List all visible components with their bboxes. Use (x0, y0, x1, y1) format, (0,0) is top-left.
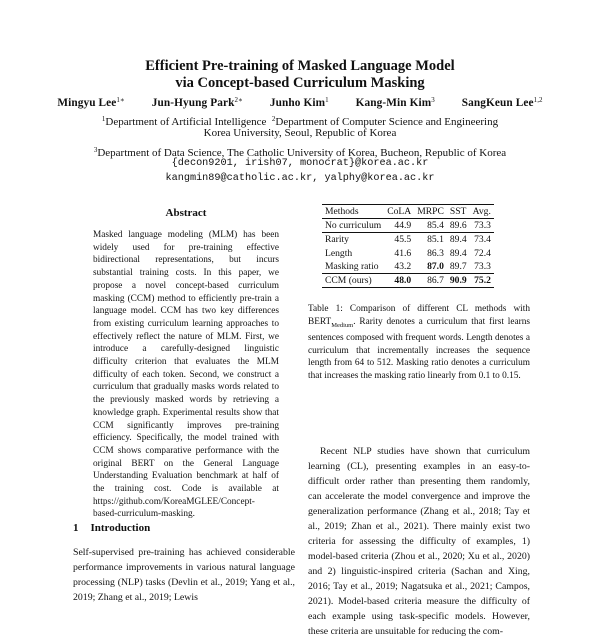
table-cell: 44.9 (394, 220, 412, 232)
table-row (322, 273, 494, 287)
table-header-cell: Methods (322, 205, 384, 219)
author: SangKeun Lee$^{1,2}$ (461, 96, 543, 109)
author: Jun-Hyung Park$^{2∗}$ (151, 96, 243, 109)
table-cell: 89.4 (447, 233, 470, 247)
table-cell: 89.6 (449, 220, 467, 232)
table-cell: 48.0 (384, 273, 414, 287)
author: Kang-Min Kim$^3$ (355, 96, 435, 109)
table-row (322, 233, 494, 247)
table-cell: 73.3 (474, 220, 491, 232)
email-line-1: {decon9201, irish07, monocrat}@korea.ac.kr (171, 158, 429, 169)
table-cell: 86.3 (427, 247, 444, 259)
table-cell: 85.4 (427, 220, 444, 232)
table-cell: CCM (ours) (322, 273, 384, 287)
table-header-row (322, 205, 494, 219)
table-cell: 73.3 (474, 260, 491, 272)
table-cell: Length (325, 247, 353, 259)
affiliation-line-3: $^3$Department of Data Science, The Catholic University of Korea, Bucheon, Republic of Korea (93, 146, 507, 159)
table-cell: 72.4 (474, 247, 491, 259)
table-header-cell: SST (447, 205, 470, 219)
email-line-2: kangmin89@catholic.ac.kr, yalphy@korea.ac.kr (165, 173, 435, 184)
table-cell: 43.2 (394, 260, 412, 272)
table-cell: Masking ratio (325, 260, 379, 272)
title-line-2: via Concept-based Curriculum Masking (175, 75, 425, 91)
table-row (322, 247, 494, 260)
section-heading-introduction: 1 Introduction (73, 522, 151, 534)
table-row (322, 260, 494, 274)
table-header-cell: CoLA (384, 205, 414, 219)
abstract-heading: Abstract (165, 207, 207, 219)
table-cell: Rarity (322, 233, 384, 247)
author: Junho Kim$^1$ (269, 96, 329, 109)
intro-text-left: Self-supervised pre-training has achieved considerable performance improvements in various natural language processing (NLP) tasks (Devlin et al., 2019; Yang et al., 2019; Zhang et al., 2019; Lewis (73, 547, 295, 603)
table-cell: 89.4 (449, 247, 467, 259)
table-cell: 86.7 (414, 273, 447, 287)
author: Mingyu Lee$^{1∗}$ (57, 96, 125, 109)
intro-text-right: Recent NLP studies have shown that curriculum learning (CL), presenting examples in an easy-to-difficult order rather than presenting them randomly, can accelerate the model convergence and improve the generalization performance (Zhang et al., 2018; Tay et al., 2019; Zhan et al., 2021). There mainly exist two criteria for assessing the difficulty of examples, 1) model-based criteria (Zhou et al., 2020; Xu et al., 2020) and 2) linguistic-inspired criteria (Sachan and Xing, 2016; Tay et al., 2019; Nagatsuka et al., 2021; Campos, 2021). Model-based criteria measure the difficulty of each example using task-specific models. However, these criteria are unsuitable for reducing the com- (308, 446, 530, 637)
table-cell: 41.6 (394, 247, 412, 259)
table-cell: 85.1 (414, 233, 447, 247)
abstract-text: Masked language modeling (MLM) has been widely used for pre-training effective bidirectional representations, but incurs substantial training costs. In this paper, we propose a novel concept-based curriculum masking (CCM) method to efficiently pre-train a language model. CCM has two key differences from existing curriculum learning approaches to effectively reflect the nature of MLM. First, we introduce a carefully-designed linguistic difficulty criterion that evaluates the MLM difficulty of each token. Second, we construct a curriculum that gradually masks words related to the previously masked words by retrieving a knowledge graph. Experimental results show that CCM significantly improves pre-training efficiency. Specifically, the model trained with CCM shows comparative performance with the original BERT on the General Language Understanding Evaluation benchmark at half of the training cost. Code is available at https://github.com/KoreaMGLEE/Concept-based-curriculum-masking. (93, 230, 279, 520)
table-row (322, 219, 494, 233)
table-cell: 87.0 (427, 260, 444, 272)
table-cell: 90.9 (447, 273, 470, 287)
table-cell: No curriculum (325, 220, 382, 232)
affiliation-line-1: $^1$Department of Artificial Intelligence $^2$Department of Computer Science and Engineering (101, 115, 499, 128)
table-header-cell: Avg. (470, 205, 494, 219)
title-line-1: Efficient Pre-training of Masked Language Model (145, 58, 455, 74)
table-caption: Table 1: Comparison of different CL methods with $BERT_{Medium}$. Rarity denotes a curriculum that first learns sentences composed with frequent words. Length denotes a curriculum that incrementally increases the sequence length from 64 to 512. Masking ratio denotes a curriculum that increases the masking ratio linearly from 0.1 to 0.15. (308, 304, 530, 381)
table-cell: 45.5 (384, 233, 414, 247)
paper-title (0, 58, 600, 92)
table-cell: 73.4 (470, 233, 494, 247)
author-list (0, 96, 600, 109)
table-header-cell: MRPC (414, 205, 447, 219)
results-table (322, 204, 494, 288)
affiliation-line-2: Korea University, Seoul, Republic of Korea (203, 127, 397, 139)
table-cell: 75.2 (470, 273, 494, 287)
table-cell: 89.7 (449, 260, 467, 272)
